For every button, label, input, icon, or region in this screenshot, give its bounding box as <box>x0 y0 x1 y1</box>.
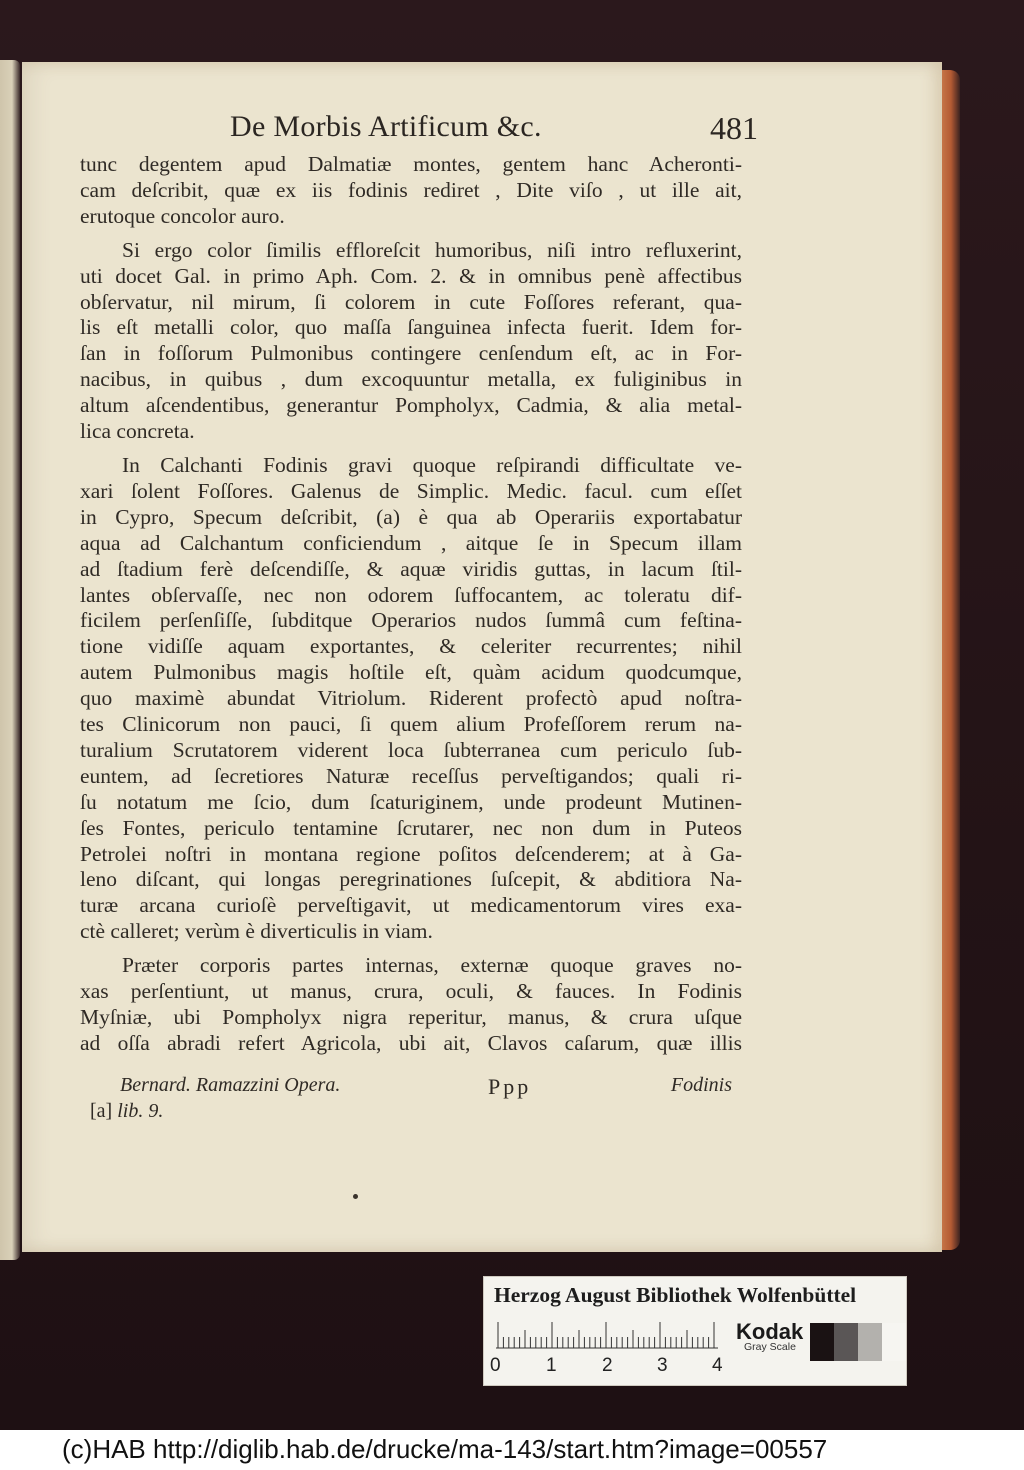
signature-mark: Ppp <box>488 1074 532 1099</box>
body-text <box>80 152 742 1057</box>
text-line: tione vidiſſe aquam exportantes, & celeriter recurrentes; nihil <box>80 634 742 659</box>
text-line: Myſniæ, ubi Pompholyx nigra reperitur, manus, & crura uſque <box>80 1005 742 1029</box>
text-line: leno diſcant, qui longas peregrinationes ſuſcepit, & abditiora Na- <box>80 867 742 892</box>
url-footer <box>0 1430 1024 1470</box>
text-line: ſan in foſſorum Pulmonibus contingere cenſendum eſt, ac in For- <box>80 341 742 366</box>
ruler-label: 0 <box>490 1355 501 1376</box>
text-line: in Cypro, Specum deſcribit, (a) è qua ab Operariis exportabatur <box>80 504 742 529</box>
text-line: ad oſſa abradi refert Agricola, ubi ait, Clavos caſarum, quæ illis <box>80 1030 742 1055</box>
text-line: turalium Scrutatorem viderent loca ſubterranea cum periculo ſub- <box>80 737 742 762</box>
paragraph-3 <box>80 453 742 945</box>
text-line: altum aſcendentibus, generantur Pompholyx, Cadmia, & alia metal- <box>80 393 742 418</box>
text-line: ſes Fontes, periculo tentamine ſcrutarer, nec non dum in Puteos <box>80 815 742 840</box>
text-line: ſu notatum me ſcio, dum ſcaturiginem, unde prodeunt Mutinen- <box>80 789 742 814</box>
text-line: tunc degentem apud Dalmatiæ montes, gentem hanc Acheronti- <box>80 152 742 176</box>
gray-patch <box>834 1323 858 1361</box>
text-line: quo maximè abundat Vitriolum. Riderent profectò apud noſtra- <box>80 686 742 711</box>
running-head: De Morbis Artificum &c. <box>230 110 542 143</box>
paragraph-1 <box>80 152 742 230</box>
ruler-icon <box>496 1321 718 1349</box>
gray-patch <box>858 1323 882 1361</box>
text-line: Si ergo color ſimilis effloreſcit humoribus, niſi intro refluxerint, <box>122 237 742 262</box>
text-line: lica concreta. <box>80 419 195 444</box>
text-line: aqua ad Calchantum conficiendum , aitque ſe in Specum illam <box>80 530 742 555</box>
ruler-ticks-icon <box>496 1321 718 1349</box>
text-line: turæ arcana curioſè perveſtigavit, ut medicamentorum vires exa- <box>80 893 742 918</box>
text-line: obſervatur, nil mirum, ſi colorem in cute Foſſores referant, qua- <box>80 289 742 314</box>
text-line: In Calchanti Fodinis gravi quoque reſpirandi difficultate ve- <box>122 452 742 477</box>
ruler-label: 1 <box>546 1355 557 1376</box>
catchword: Fodinis <box>670 1074 732 1096</box>
text-line: Præter corporis partes internas, externæ quoque graves no- <box>122 953 742 978</box>
footnote <box>90 1100 290 1128</box>
gray-patch <box>810 1323 834 1361</box>
signature-author: Bernard. Ramazzini Opera. <box>120 1074 341 1096</box>
text-line: tes Clinicorum non pauci, ſi quem alium Profeſſorem rerum na- <box>80 712 742 737</box>
footnote-marker: [a] <box>90 1100 113 1122</box>
page-number: 481 <box>710 110 758 146</box>
gray-scale-patches <box>810 1323 906 1361</box>
text-line: lantes obſervaſſe, nec non odorem ſuffocantem, ac toleratu dif- <box>80 582 742 607</box>
text-line: cam deſcribit, quæ ex iis fodinis rediret , Dite viſo , ut ille ait, <box>80 177 742 202</box>
kodak-logo: Kodak <box>736 1319 804 1344</box>
text-line: xari ſolent Foſſores. Galenus de Simplic. Medic. facul. cum eſſet <box>80 478 742 503</box>
card-title: Herzog August Bibliothek Wolfenbüttel <box>494 1283 857 1307</box>
text-line: Petrolei noſtri in montana regione poſitos deſcenderem; at à Ga- <box>80 841 742 866</box>
text-line: nacibus, in quibus , dum excoquuntur metalla, ex fuliginibus in <box>80 367 742 392</box>
text-line: euntem, ad ſecretiores Naturæ receſſus perveſtigandos; quali ri- <box>80 763 742 788</box>
ruler-label: 2 <box>602 1355 613 1376</box>
text-line: erutoque concolor auro. <box>80 203 285 228</box>
ruler-label: 4 <box>712 1355 723 1376</box>
text-line: xas perſentiunt, ut manus, crura, oculi, & fauces. In Fodinis <box>80 979 742 1004</box>
text-line: ad ſtadium ferè deſcendiſſe, & aquæ viridis guttas, in lacum ſtil- <box>80 556 742 581</box>
text-line: autem Pulmonibus magis hoſtile eſt, quàm acidum quodcumque, <box>80 660 742 685</box>
text-line: ficilem perſenſiſſe, ſubditque Operarios nudos ſummâ cum feſtina- <box>80 608 742 633</box>
url-text: (c)HAB http://diglib.hab.de/drucke/ma-143/start.htm?image=00557 <box>62 1434 828 1464</box>
text-line: uti docet Gal. in primo Aph. Com. 2. & in omnibus penè affectibus <box>80 263 742 288</box>
library-color-card <box>483 1276 907 1386</box>
ink-dot <box>353 1194 358 1199</box>
gray-patch <box>882 1323 906 1361</box>
kodak-subtitle: Gray Scale <box>744 1341 796 1353</box>
previous-page-edge <box>0 60 20 1260</box>
paragraph-2 <box>80 238 742 445</box>
text-line: ctè calleret; verùm è diverticulis in viam. <box>80 919 433 944</box>
ruler-label: 3 <box>657 1355 668 1376</box>
footnote-text: lib. 9. <box>117 1100 164 1122</box>
paragraph-4 <box>80 953 742 1057</box>
text-line: lis eſt metalli color, quo maſſa ſanguinea infecta fuerit. Idem for- <box>80 315 742 340</box>
ruler-labels <box>490 1355 730 1379</box>
